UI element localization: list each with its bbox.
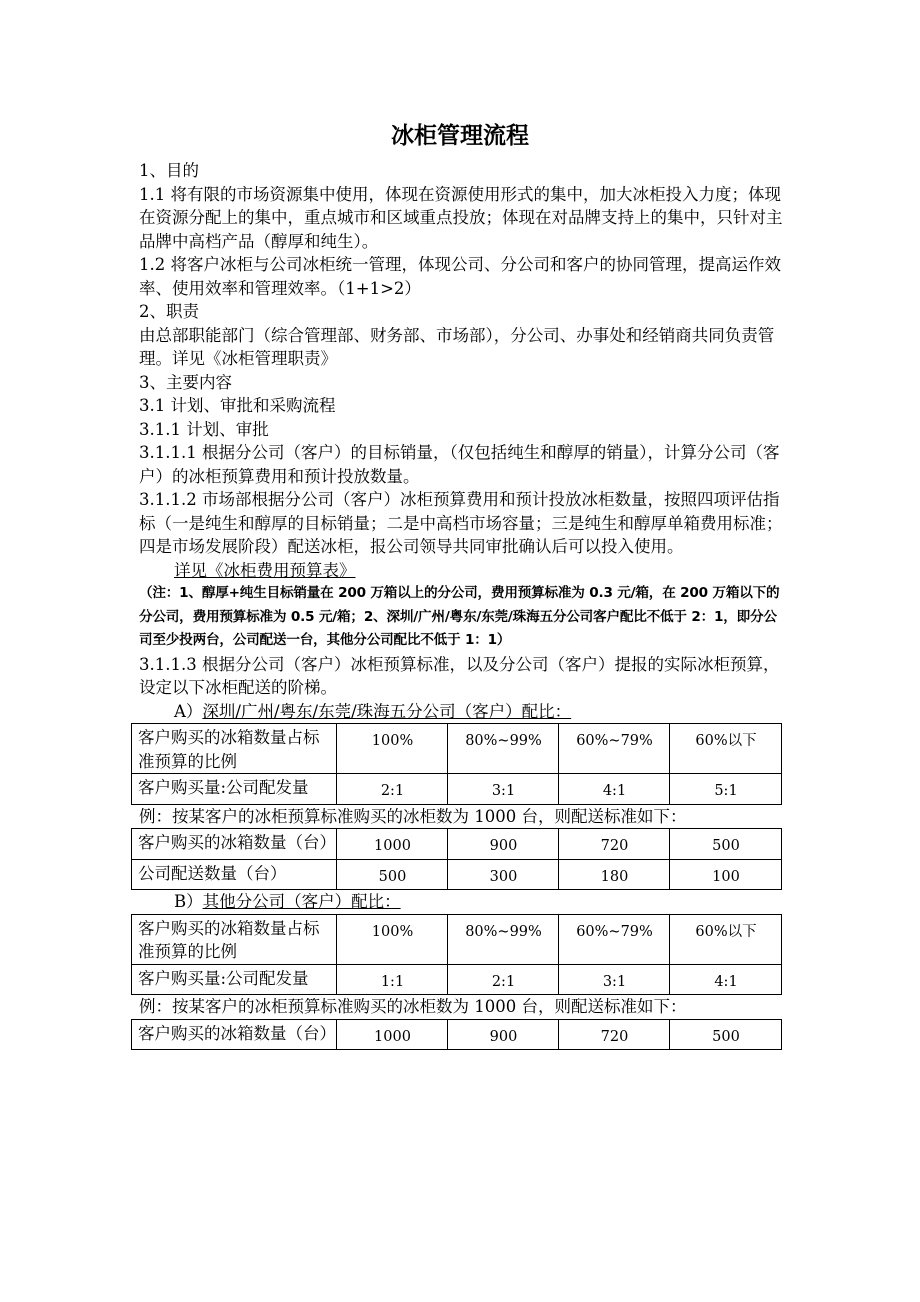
section-b-example-table [131,1019,782,1051]
table-row [132,774,782,805]
section-3-1-1-1: 3.1.1.1 根据分公司（客户）的目标销量，（仅包括纯生和醇厚的销量），计算分公司（客户）的冰柜预算费用和预计投放数量。 [139,443,780,486]
table-cell: 1000 [337,829,448,860]
table-row [132,914,782,964]
table-row [132,724,782,774]
section-3-1-1-2: 3.1.1.2 市场部根据分公司（客户）冰柜预算费用和预计投放冰柜数量，按照四项评估指标（一是纯生和醇厚的目标销量；二是中高档市场容量；三是纯生和醇厚单箱费用标准；四是市场发展阶段）配送冰柜，报公司领导共同审批确认后可以投入使用。 [139,490,783,556]
section-b-example: 例：按某客户的冰柜预算标准购买的冰柜数为 1000 台，则配送标准如下： [139,997,687,1016]
table-cell-label: 客户购买的冰箱数量（台） [132,829,337,860]
section-a-prefix: A） [174,701,203,721]
table-cell: 720 [559,1019,670,1050]
section-a-heading [139,700,784,724]
table-cell: 100 [670,859,782,890]
table-cell-label: 客户购买的冰箱数量占标准预算的比例 [132,914,337,964]
table-cell: 60%以下 [670,914,782,964]
table-cell: 60%~79% [559,724,670,774]
table-cell: 300 [448,859,559,890]
section-b-ratio-table [131,914,782,996]
section-a-example-table [131,828,782,890]
table-cell: 500 [670,1019,782,1050]
table-cell: 720 [559,829,670,860]
see-budget-line [139,559,784,583]
section-2-body: 由总部职能部门（综合管理部、财务部、市场部），分公司、办事处和经销商共同负责管理。详见《冰柜管理职责》 [139,325,775,368]
budget-table-link[interactable]: 详见《冰柜费用预算表》 [174,560,356,580]
table-cell: 60%以下 [670,724,782,774]
table-row [132,964,782,995]
table-cell-label: 客户购买量:公司配发量 [132,964,337,995]
section-3-heading: 3、主要内容 [139,372,232,392]
section-a-label: 深圳/广州/粤东/东莞/珠海五分公司（客户）配比： [202,701,572,721]
table-cell: 100% [337,914,448,964]
section-3-1-1: 3.1.1 计划、审批 [139,419,269,439]
table-row [132,829,782,860]
table-cell-label: 客户购买量:公司配发量 [132,774,337,805]
table-cell: 100% [337,724,448,774]
section-3-1-1-3: 3.1.1.3 根据分公司（客户）冰柜预算标准，以及分公司（客户）提报的实际冰柜预算，设定以下冰柜配送的阶梯。 [139,654,780,697]
section-b-heading [139,890,784,914]
table-cell: 500 [337,859,448,890]
document-body [139,159,784,1050]
table-cell: 60%~79% [559,914,670,964]
table-row [132,1019,782,1050]
table-cell: 900 [448,829,559,860]
section-3-1: 3.1 计划、审批和采购流程 [139,396,336,415]
section-a-example: 例：按某客户的冰柜预算标准购买的冰柜数为 1000 台，则配送标准如下： [139,806,687,826]
section-1-2: 1.2 将客户冰柜与公司冰柜统一管理，体现公司、分公司和客户的协同管理，提高运作效率、使用效率和管理效率。（1+1>2） [139,255,781,298]
table-cell: 4:1 [559,774,670,805]
section-2-heading: 2、职责 [139,302,199,321]
section-b-label: 其他分公司（客户）配比： [202,892,401,911]
table-cell: 80%~99% [448,914,559,964]
table-cell: 2:1 [448,964,559,995]
table-cell: 5:1 [670,774,782,805]
table-cell: 1:1 [337,964,448,995]
table-cell: 900 [448,1019,559,1050]
section-1-1: 1.1 将有限的市场资源集中使用，体现在资源使用形式的集中，加大冰柜投入力度；体现在资源分配上的集中，重点城市和区域重点投放；体现在对品牌支持上的集中，只针对主品牌中高档产品（醇厚和纯生）。 [139,184,783,251]
document-title: 冰柜管理流程 [391,123,529,149]
table-cell: 2:1 [337,774,448,805]
table-cell: 80%~99% [448,724,559,774]
table-cell-label: 客户购买的冰箱数量占标准预算的比例 [132,724,337,774]
table-cell-label: 公司配送数量（台） [132,859,337,890]
table-cell: 500 [670,829,782,860]
section-a-ratio-table [131,723,782,805]
table-cell: 1000 [337,1019,448,1050]
table-row [132,859,782,890]
table-cell-label: 客户购买的冰箱数量（台） [132,1019,337,1050]
table-cell: 4:1 [670,964,782,995]
section-b-prefix: B） [174,892,203,911]
table-cell: 3:1 [448,774,559,805]
budget-note: （注：1、醇厚+纯生目标销量在 200 万箱以上的分公司，费用预算标准为 0.3 元/箱，在 200 万箱以下的分公司，费用预算标准为 0.5 元/箱；2、深圳/广州/粤东/东莞/珠海五分公司客户配比不低于 2：1，即分公司至少投两台，公司配送一台，其他分公司配比不低于 1：1） [139,585,780,648]
table-cell: 180 [559,859,670,890]
section-1-heading: 1、目的 [139,161,199,180]
table-cell: 3:1 [559,964,670,995]
